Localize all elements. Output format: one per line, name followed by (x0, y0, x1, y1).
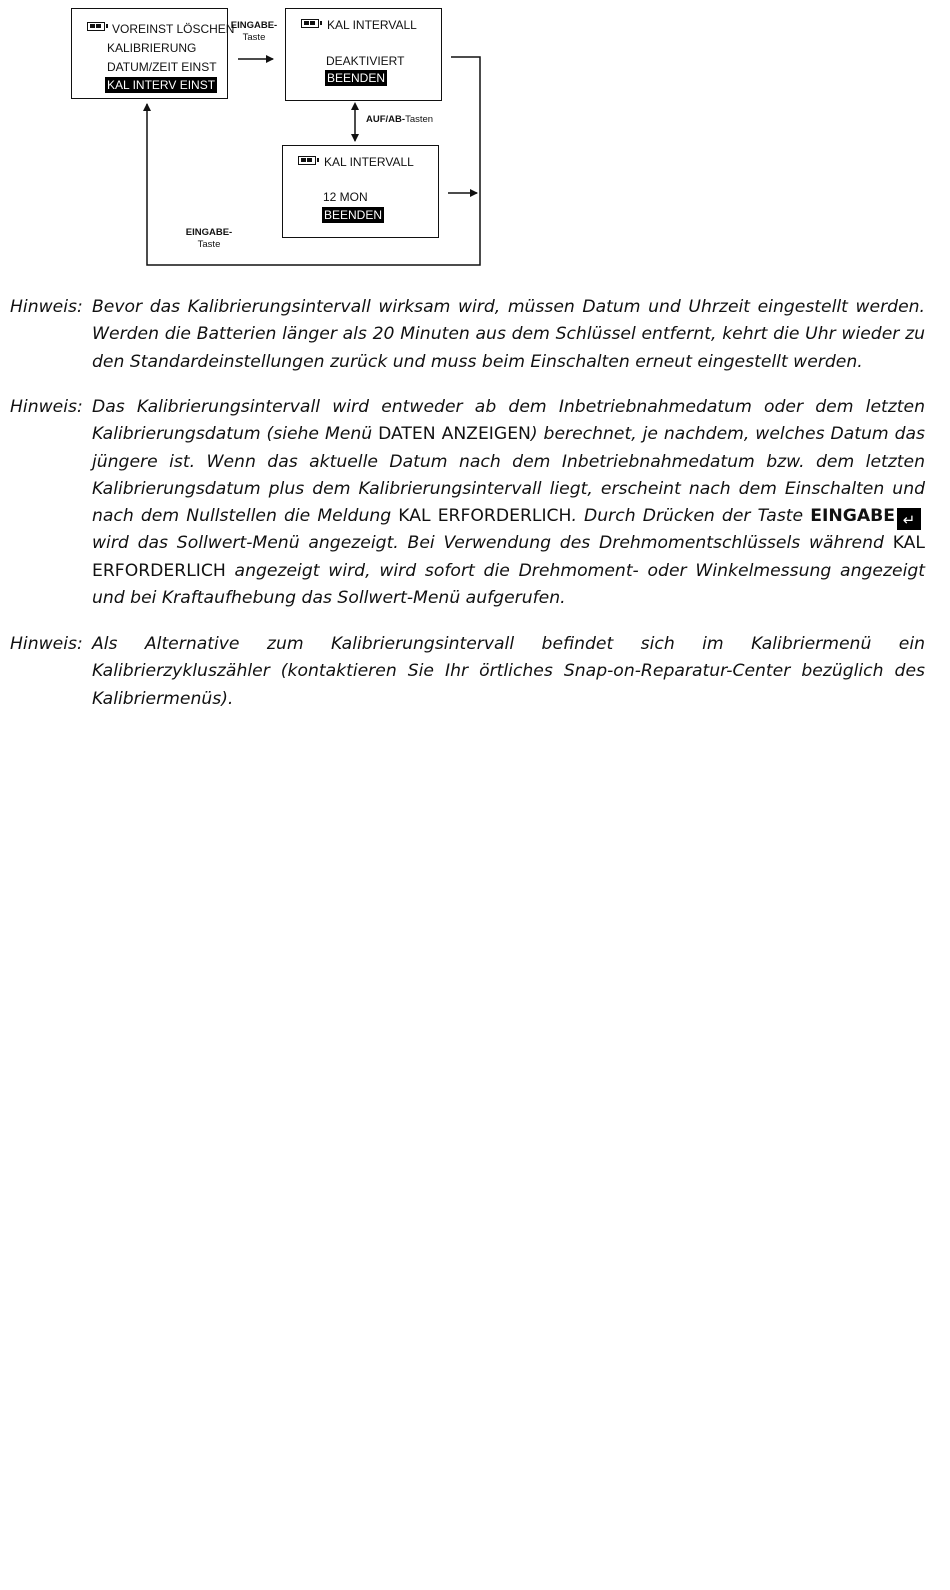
battery-icon (87, 22, 105, 31)
message-kal-erforderlich: KAL ERFORDERLICH (398, 506, 572, 527)
key-name-eingabe: EINGABE (810, 506, 895, 527)
note-2 (10, 394, 925, 612)
interval-selected: BEENDEN (324, 208, 383, 222)
interval-disabled-screen (285, 8, 442, 101)
disabled-selected: BEENDEN (327, 71, 386, 85)
updown-label-bold: AUF/AB- (366, 114, 406, 125)
note-2-part-2: ) berechnet, je nachdem, welches Datum das jüngere ist. Wenn das aktuelle Datum nach dem Inbetriebnahmedatum bzw. dem letzten Kalibrierungsdatum plus dem Kalibrierungsintervall liegt, erscheint nach dem Einschalten und nach dem Nullstellen die Meldung (92, 424, 925, 527)
note-2-part-1: Das Kalibrierungsintervall wird entweder ab dem Inbetriebnahmedatum oder dem letzten Kalibrierungsdatum (siehe Menü (92, 397, 925, 445)
note-3 (10, 631, 925, 713)
interval-value-screen (282, 145, 439, 238)
note-2-part-4: wird das Sollwert-Menü angezeigt. Bei Verwendung des Drehmomentschlüssels während (92, 533, 893, 554)
disabled-title: KAL INTERVALL (327, 18, 417, 32)
enter-key-label-top (228, 20, 280, 44)
battery-icon (298, 156, 316, 165)
interval-value: 12 MON (323, 190, 368, 204)
message-kal-erforderlich-2: KAL ERFORDERLICH (92, 533, 925, 581)
menu-line-3: DATUM/ZEIT EINST (107, 60, 217, 74)
note-2-head: Hinweis: (10, 397, 83, 417)
updown-label-rest: Tasten (405, 114, 434, 125)
enter-label-bottom-bold: EINGABE- (185, 227, 233, 238)
note-3-text: Als Alternative zum Kalibrierungsintervall befindet sich im Kalibriermenü ein Kalibrierzykluszähler (kontaktieren Sie Ihr örtliches Snap-on-Reparatur-Center bezüglich des Kalibriermenüs). (92, 634, 925, 709)
enter-key-icon: ↵ (897, 508, 921, 530)
battery-icon (301, 19, 319, 28)
menu-line-2: KALIBRIERUNG (107, 41, 197, 55)
enter-key-label-bottom (182, 227, 236, 251)
enter-label-top-rest: Taste (242, 32, 266, 43)
menu-name-daten-anzeigen: DATEN ANZEIGEN (378, 424, 531, 445)
enter-label-top-bold: EINGABE- (230, 20, 278, 31)
menu-screen (71, 8, 235, 99)
note-1-head: Hinweis: (10, 297, 83, 317)
updown-keys-label (366, 114, 433, 126)
note-2-text (92, 394, 925, 612)
interval-title: KAL INTERVALL (324, 155, 414, 169)
note-3-head: Hinweis: (10, 634, 83, 654)
menu-line-1: VOREINST LÖSCHEN (112, 22, 235, 36)
note-1 (10, 294, 925, 376)
note-2-part-5: angezeigt wird, wird sofort die Drehmoment- oder Winkelmessung angezeigt und bei Kraftaufhebung das Sollwert-Menü aufgerufen. (92, 560, 925, 609)
disabled-value: DEAKTIVIERT (326, 54, 405, 68)
note-1-text: Bevor das Kalibrierungsintervall wirksam wird, müssen Datum und Uhrzeit eingestellt werden. Werden die Batterien länger als 20 Minuten aus dem Schlüssel entfernt, kehrt die Uhr wieder zu den Standardeinstellungen zurück und muss beim Einschalten erneut eingestellt werden. (92, 297, 925, 372)
menu-selected-line: KAL INTERV EINST (107, 78, 216, 92)
enter-label-bottom-rest: Taste (197, 239, 221, 250)
note-2-part-3: . Durch Drücken der Taste (571, 506, 811, 527)
